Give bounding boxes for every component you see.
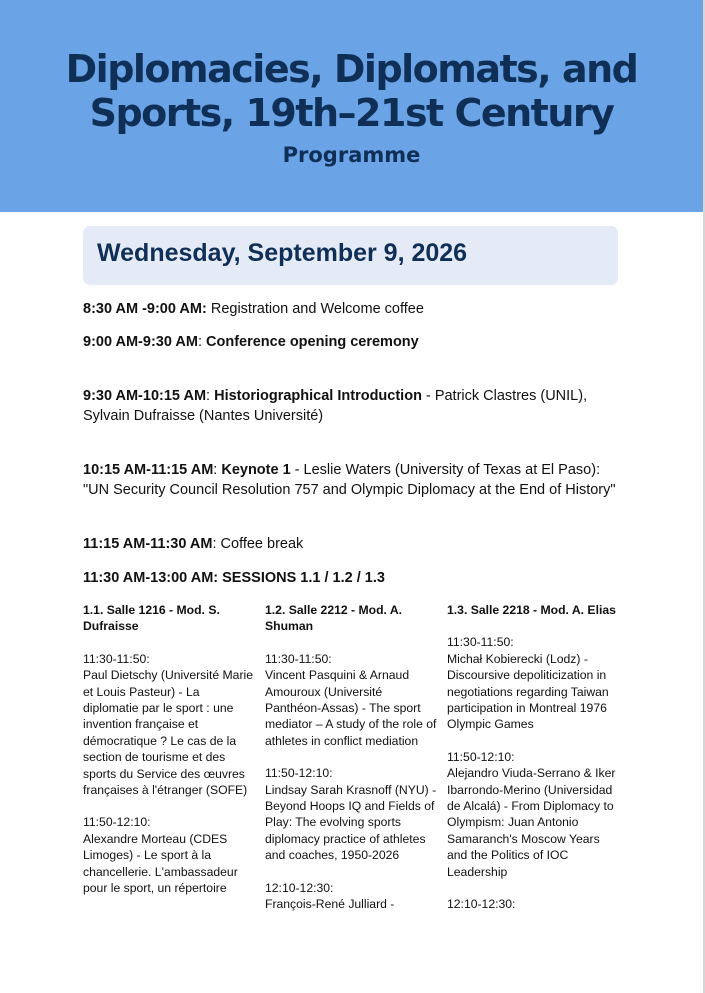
session-heading: 1.1. Salle 1216 - Mod. S. Dufraisse xyxy=(83,603,220,634)
item-text: : Coffee break xyxy=(212,536,304,552)
session-heading: 1.3. Salle 2218 - Mod. A. Elias xyxy=(447,603,616,617)
talk-time: 12:10-12:30: xyxy=(447,897,516,912)
talk-text: François-René Julliard - xyxy=(265,897,395,912)
talk-time: 11:30-11:50: xyxy=(83,651,150,666)
talk-time: 11:30-11:50: xyxy=(447,635,514,650)
item-label: SESSIONS 1.1 / 1.2 / 1.3 xyxy=(222,570,385,586)
document-title: Diplomacies, Diplomats, and Sports, 19th–21st Century xyxy=(65,47,638,135)
talk-time: 12:10-12:30: xyxy=(265,880,334,895)
schedule-item: 9:30 AM-10:15 AM: Historiographical Introduction - Patrick Clastres (UNIL), Sylvain Dufraisse (Nantes Université) xyxy=(83,388,588,424)
item-time: 10:15 AM-11:15 AM xyxy=(83,462,214,478)
item-text: - Patrick Clastres (UNIL), Sylvain Dufraisse (Nantes Université) xyxy=(83,388,588,424)
item-label: Conference opening ceremony xyxy=(206,334,419,350)
item-time: 8:30 AM -9:00 AM: xyxy=(83,301,207,317)
item-time: 11:30 AM-13:00 AM: xyxy=(83,570,219,586)
schedule-item xyxy=(83,534,623,554)
day-heading-box xyxy=(83,226,618,285)
talk-text: Paul Dietschy (Université Marie et Louis Pasteur) - La diplomatie par le sport : une invention française et démocratique ? Le cas de la section de tourisme et des sports du Service des œuvres françaises à l'étranger (SOFE) xyxy=(83,668,254,798)
schedule-item: 10:15 AM-11:15 AM: Keynote 1 - Leslie Waters (University of Texas at El Paso): "UN Security Council Resolution 757 and Olympic Diplomacy at the End of History" xyxy=(83,462,616,498)
schedule-item xyxy=(83,568,623,588)
talk-text: Alexandre Morteau (CDES Limoges) - Le sport à la chancellerie. L'ambassadeur pour le sport, un répertoire xyxy=(83,831,238,896)
talk-time: 11:50-12:10: xyxy=(83,815,151,830)
session-heading: 1.2. Salle 2212 - Mod. A. Shuman xyxy=(265,603,403,634)
talk-time: 11:50-12:10: xyxy=(447,749,515,764)
talk-text: Lindsay Sarah Krasnoff (NYU) - Beyond Hoops IQ and Fields of Play: The evolving sports diplomacy practice of athletes and coaches, 1950-2026 xyxy=(265,782,437,863)
item-time: 9:00 AM-9:30 AM xyxy=(83,334,198,350)
talk-text: Vincent Pasquini & Arnaud Amouroux (Université Panthéon-Assas) - The sport mediator – A study of the role of athletes in conflict mediation xyxy=(265,668,437,748)
item-text: - Leslie Waters (University of Texas at El Paso): "UN Security Council Resolution 757 and Olympic Diplomacy at the End of History" xyxy=(83,462,616,498)
item-time: 11:15 AM-11:30 AM xyxy=(83,536,213,552)
talk-time: 11:50-12:10: xyxy=(265,766,333,781)
session-column xyxy=(83,602,255,913)
day-heading: Wednesday, September 9, 2026 xyxy=(97,239,468,267)
talk-time: 11:30-11:50: xyxy=(265,651,332,666)
talk-text: Michał Kobierecki (Lodz) - Discoursive depoliticization in negotiations regarding Taiwan participation in Montreal 1976 Olympic Games xyxy=(447,651,609,732)
document-subtitle: Programme xyxy=(282,143,421,167)
item-label: Historiographical Introduction xyxy=(214,388,422,404)
item-text: Registration and Welcome coffee xyxy=(206,301,424,317)
item-time: 9:30 AM-10:15 AM xyxy=(83,388,207,404)
title-banner xyxy=(0,0,703,212)
schedule-item xyxy=(83,299,623,319)
schedule-item: 9:00 AM-9:30 AM: Conference opening ceremony xyxy=(83,334,419,350)
item-label: Keynote 1 xyxy=(221,462,291,478)
talk-text: Alejandro Viuda-Serrano & Iker Ibarrondo-Merino (Universidad de Alcalá) - From Diplomacy to Olympism: Juan Antonio Samaranch's Moscow Years and the Politics of IOC Leadership xyxy=(447,766,616,879)
session-column xyxy=(265,602,437,929)
session-column xyxy=(447,602,619,929)
